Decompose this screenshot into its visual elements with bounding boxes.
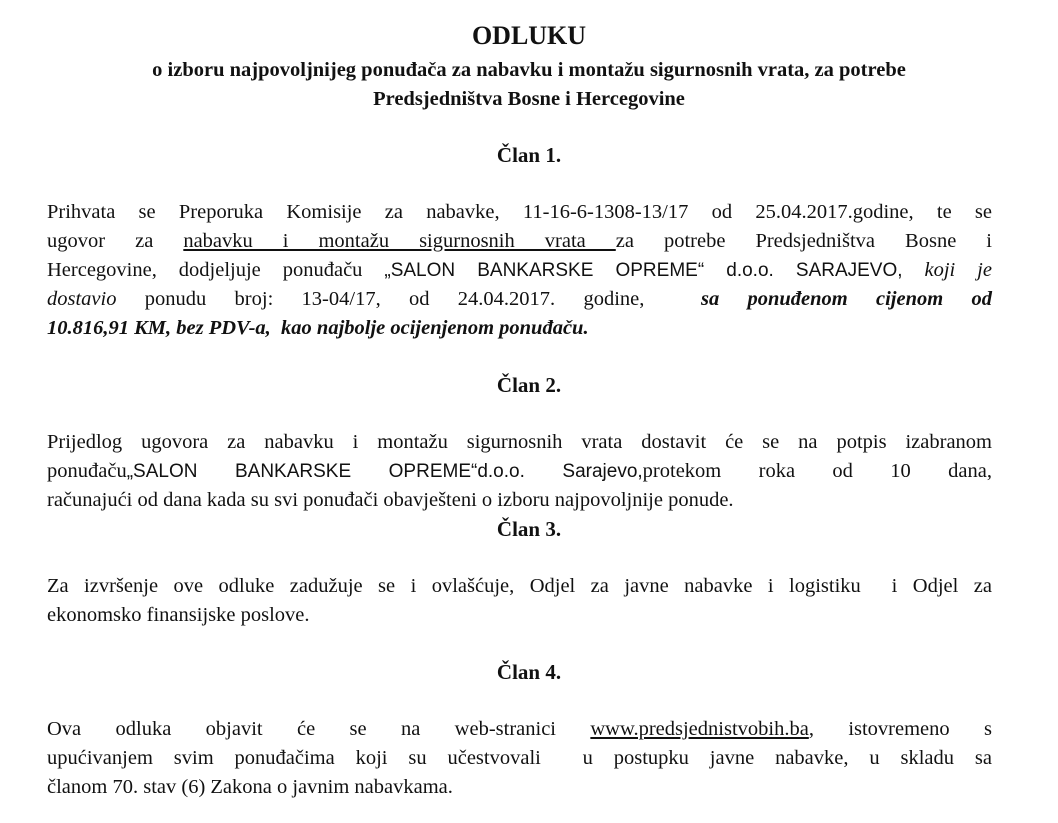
article-1-line-2: ugovor za nabavku i montažu sigurnosnih vrata za potrebe Predsjedništva Bosne i	[47, 230, 992, 252]
bidder-name: „SALON BANKARSKE OPREME“d.o.o. Sarajevo,	[126, 461, 643, 482]
article-1-line-4: dostavio ponudu broj: 13-04/17, od 24.04.2017. godine, sa ponuđenom cijenom od	[47, 288, 992, 310]
article-3-line-1: Za izvršenje ove odluke zadužuje se i ovlašćuje, Odjel za javne nabavke i logistiku i Odjel za	[47, 575, 992, 597]
website-link[interactable]: www.predsjednistvobih.ba	[590, 718, 809, 740]
document-subtitle	[40, 56, 1018, 114]
article-4-heading: Član 4.	[496, 660, 562, 684]
subtitle-line-1: o izboru najpovoljnijeg ponuđača za nabavku i montažu sigurnosnih vrata, za potrebe	[152, 59, 906, 81]
article-1-line-3: Hercegovine, dodjeljuje ponuđaču „SALON BANKARSKE OPREME“ d.o.o. SARAJEVO, koji je	[47, 259, 992, 281]
subtitle-line-2: Predsjedništva Bosne i Hercegovine	[373, 88, 685, 110]
article-2-heading: Član 2.	[496, 373, 562, 397]
article-4-paragraph	[47, 715, 992, 802]
article-4-line-1: Ova odluka objavit će se na web-stranici www.predsjednistvobih.ba, istovremeno s	[47, 718, 992, 740]
article-3-line-2: ekonomsko finansijske poslove.	[47, 604, 310, 626]
article-2-line-1: Prijedlog ugovora za nabavku i montažu sigurnosnih vrata dostavit će se na potpis izabranom	[47, 431, 992, 453]
article-2-paragraph	[47, 428, 992, 515]
article-4-line-2: upućivanjem svim ponuđačima koji su učestvovali u postupku javne nabavke, u skladu sa	[47, 747, 992, 769]
document-title: ODLUKU	[471, 21, 587, 50]
underlined-subject: nabavku i montažu sigurnosnih vrata	[183, 230, 616, 252]
bidder-name: „SALON BANKARSKE OPREME“ d.o.o. SARAJEVO,	[384, 260, 903, 281]
article-1-heading: Član 1.	[496, 143, 562, 167]
article-1-line-1: Prihvata se Preporuka Komisije za nabavke, 11-16-6-1308-13/17 od 25.04.2017.godine, te se	[47, 201, 992, 223]
article-1-line-5	[47, 314, 992, 343]
article-2-line-3: računajući od dana kada su svi ponuđači obavješteni o izboru najpovoljnije ponude.	[47, 489, 734, 511]
article-1-paragraph	[47, 198, 992, 343]
offer-amount: 10.816,91 KM, bez PDV-a, kao najbolje ocijenjenom ponuđaču.	[47, 317, 589, 339]
article-2-line-2: ponuđaču„SALON BANKARSKE OPREME“d.o.o. Sarajevo,protekom roka od 10 dana,	[47, 460, 992, 482]
article-3-paragraph	[47, 572, 992, 630]
article-3-heading: Član 3.	[496, 517, 562, 541]
article-4-line-3: članom 70. stav (6) Zakona o javnim nabavkama.	[47, 776, 453, 798]
